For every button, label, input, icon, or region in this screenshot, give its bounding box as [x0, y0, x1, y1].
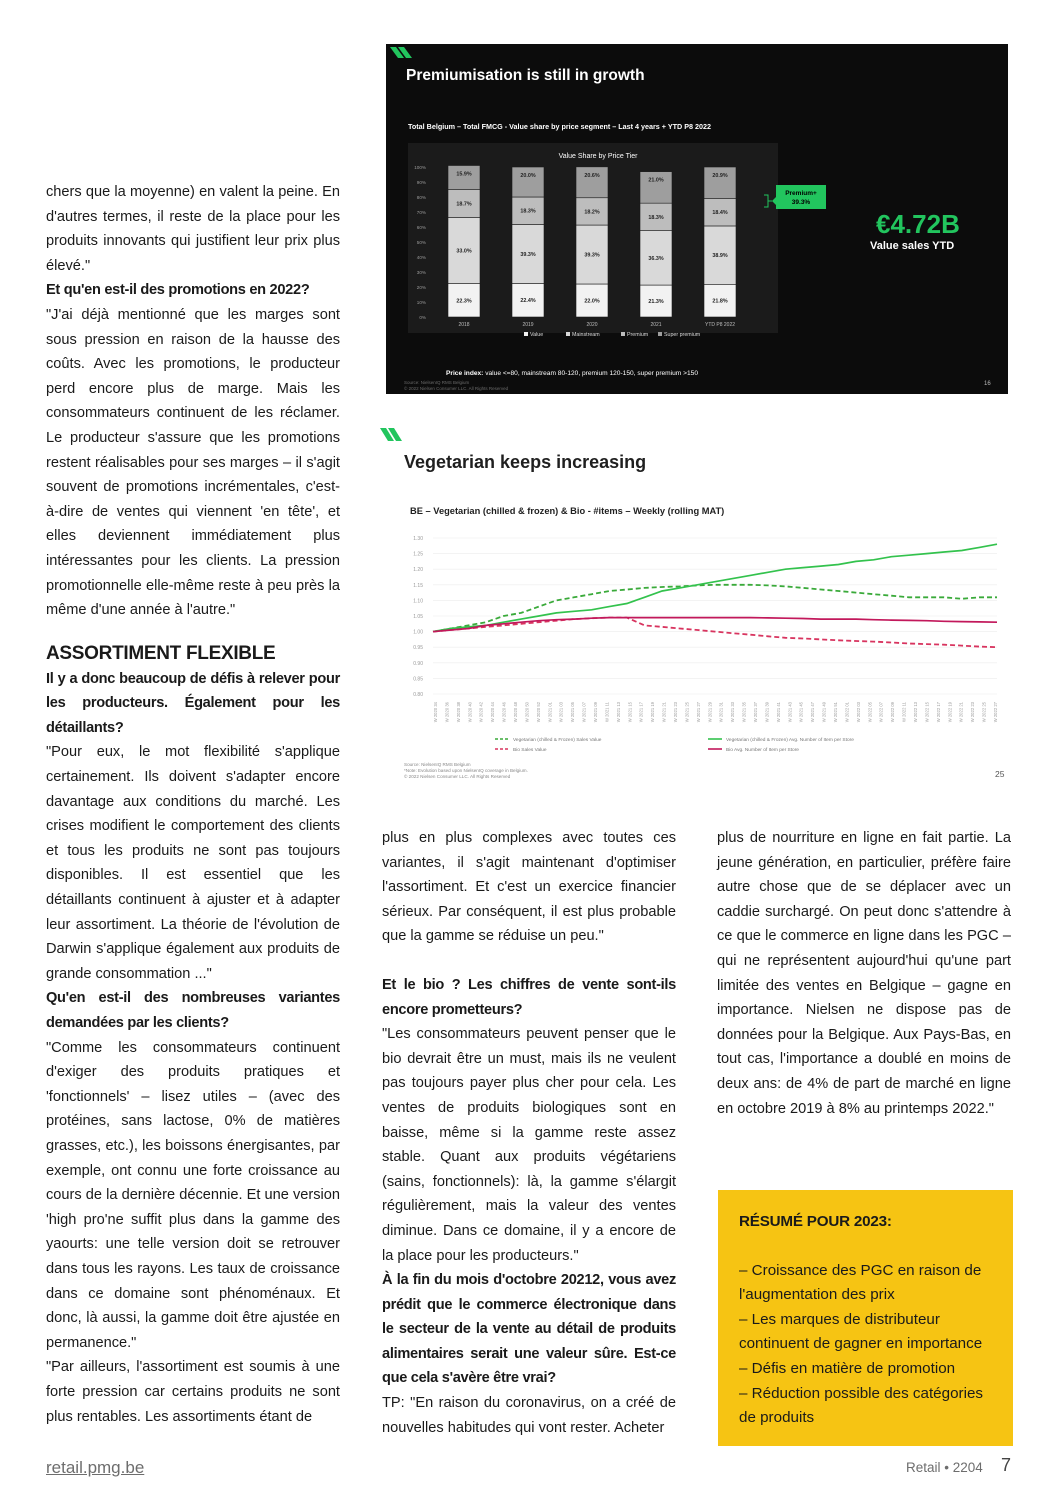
summary-item: – Défis en matière de promotion — [739, 1359, 956, 1377]
x-tick-label: W 2020 46 — [501, 702, 507, 723]
data-label: 22.3% — [456, 298, 472, 305]
x-tick-label: W 2021 35 — [741, 702, 747, 723]
legend-label: Bio Sales Value — [513, 748, 547, 753]
x-tick-label: W 2022 15 — [924, 702, 930, 723]
x-tick-label: W 2021 09 — [593, 702, 598, 723]
paragraph: "J'ai déjà mentionné que les marges sont sous pression en raison de la hausse des coûts. Avec les promotions, le producteur perd encore plus de marge. Mais les consommateurs continuent de les réclamer. Le producteur s'assure que les promotions restent réalisables pour ses marges – il s'agit souvent de promotions incrémentales, c'est-à-dire de ventes qui viennent 'en tête', et elles deviennent immédiatement plus intéressantes pour les clients. La pression promotionnelle elle-même reste à peu près la même d'une année à l'autre." — [46, 306, 340, 619]
x-tick-label: W 2020 44 — [490, 702, 496, 723]
chart1-kpi-value: €4.72B — [876, 209, 960, 239]
interview-question: Et le bio ? Les chiffres de vente sont-ils encore prometteurs? — [382, 976, 676, 1018]
x-tick-label: W 2021 05 — [570, 702, 576, 723]
x-tick-label: W 2021 51 — [833, 702, 838, 723]
data-label: 36.3% — [648, 255, 664, 262]
paragraph: chers que la moyenne) en valent la peine. En d'autres termes, il reste de la place pour les produits innovants qui justifient leur prix plus élevé." — [46, 184, 340, 274]
chart2-source: Source: NielsenIQ RMS Belgium — [404, 762, 471, 767]
x-tick-label: W 2021 29 — [707, 702, 713, 723]
x-tick-label: W 2022 09 — [890, 702, 896, 723]
x-tick-label: W 2022 01 — [844, 702, 850, 723]
chart2-copyright: © 2022 Nielsen Consumer LLC. All Rights Reserved — [404, 774, 511, 779]
y-tick-label: 70% — [416, 210, 426, 215]
summary-item: – Croissance des PGC en raison de l'augmentation des prix — [739, 1261, 982, 1304]
paragraph: plus de nourriture en ligne en fait partie. La jeune génération, en particulier, préfère faire autre chose que de se déplacer avec un caddie surchargé. On peut donc s'attendre à ce que le commerce en ligne dans les PGC – qui ne représentent aujourd'hui qu'une part limitée des ventes en Belgique – gagne en importance. Nielsen ne dispose pas de données pour la Belgique. Aux Pays-Bas, en tout cas, l'importance a doublé en moins de deux ans: de 4% de part de marché en ligne en octobre 2019 à 8% au printemps 2022." — [717, 830, 1011, 1117]
x-tick-label: YTD P8 2022 — [704, 322, 736, 328]
data-label: 22.0% — [584, 298, 600, 305]
y-tick-label: 1.25 — [413, 551, 423, 558]
chart1-inner-title: Value Share by Price Tier — [558, 153, 638, 160]
summary-item: – Réduction possible des catégories de produits — [739, 1384, 983, 1427]
x-tick-label: W 2021 49 — [821, 702, 827, 723]
y-tick-label: 20% — [416, 285, 426, 290]
vegetarian-chart — [375, 420, 1015, 795]
x-tick-label: W 2021 11 — [604, 702, 610, 722]
article-column-1 — [46, 180, 340, 1429]
x-tick-label: W 2021 15 — [627, 702, 633, 723]
chart2-note: *Note: Evolution based upon NielsenIQ coverage in Belgium. — [404, 768, 528, 773]
x-tick-label: 2018 — [458, 322, 470, 328]
legend-label: Mainstream — [572, 332, 600, 338]
interview-question: Qu'en est-il des nombreuses variantes demandées par les clients? — [46, 990, 340, 1031]
section-heading: ASSORTIMENT FLEXIBLE — [46, 642, 276, 664]
x-tick-label: W 2020 36 — [444, 702, 450, 723]
nielsen-logo-icon — [390, 47, 412, 58]
legend-label: Value — [530, 332, 544, 338]
x-tick-label: W 2022 13 — [913, 702, 918, 723]
x-tick-label: W 2020 50 — [524, 702, 530, 723]
article-column-2 — [382, 826, 676, 1440]
y-tick-label: 1.20 — [413, 567, 423, 574]
y-tick-label: 0.85 — [413, 676, 423, 683]
x-tick-label: W 2021 41 — [775, 702, 781, 723]
x-tick-label: W 2022 23 — [970, 702, 976, 723]
x-tick-label: W 2021 23 — [673, 702, 678, 723]
x-tick-label: W 2021 21 — [661, 702, 667, 723]
paragraph: "Les consommateurs peuvent penser que le bio devrait être un must, mais ils ne veulent pas toujours payer plus cher pour cela. Les ventes de produits biologiques sont en baisse, même si la gamme reste assez stable. Quant aux produits végétariens (sains, fonctionnels): là, la gamme s'élargit régulièrement, mais la valeur des ventes diminue. Dans ce domaine, il y a encore de la place pour les producteurs." — [382, 1026, 676, 1264]
premiumisation-chart-svg — [386, 44, 1008, 394]
x-tick-label: W 2021 33 — [730, 702, 736, 723]
x-tick-label: 2020 — [586, 322, 598, 328]
interview-question: Il y a donc beaucoup de défis à relever pour les producteurs. Également pour les détaillants? — [46, 670, 340, 736]
legend-label: Vegetarian (chilled & Frozen) Avg. Number of Item per Store — [726, 738, 854, 743]
x-tick-label: W 2022 07 — [878, 702, 884, 723]
y-tick-label: 50% — [416, 240, 426, 245]
chart1-price-index: Price index: value <=80, mainstream 80-120, premium 120-150, super premium >150 — [446, 370, 698, 377]
page-number: 7 — [1001, 1455, 1012, 1475]
interview-question: Et qu'en est-il des promotions en 2022? — [46, 282, 310, 299]
chart1-callout-line1: Premium+ — [785, 190, 817, 197]
x-tick-label: W 2021 17 — [638, 702, 644, 723]
data-label: 22.4% — [520, 298, 536, 305]
x-tick-label: W 2022 19 — [947, 702, 953, 723]
legend-swatch — [566, 332, 570, 336]
vegetarian-chart-svg — [375, 420, 1015, 795]
bar-segment — [704, 167, 736, 198]
chart2-title: Vegetarian keeps increasing — [404, 452, 647, 472]
data-label: 20.9% — [712, 173, 728, 179]
data-label: 15.9% — [456, 171, 472, 178]
y-tick-label: 80% — [416, 195, 426, 200]
chart1-title: Premiumisation is still in growth — [406, 67, 645, 84]
x-tick-label: W 2021 03 — [558, 702, 564, 723]
x-tick-label: W 2021 43 — [787, 702, 793, 723]
data-label: 21.8% — [712, 298, 728, 305]
paragraph: "Comme les consommateurs continuent d'exiger des produits pratiques et 'fonctionnels' – lisez utiles – (avec des protéines, sans lactose, 0% de matières grasses, etc.), les boissons énergisantes, par exemple, ont connu une forte croissance au cours de la dernière décennie. Et une version 'high pro'ne suffit plus dans la gamme des yaourts: une telle version doit se retrouver dans tous les rayons. Les taux de croissance dans ce domaine sont phénoménaux. Et donc, là aussi, la gamme doit être ajustée en permanence." — [46, 1039, 340, 1351]
legend-label: Vegetarian (chilled & Frozen) Sales Value — [513, 738, 602, 743]
legend-label: Super premium — [664, 332, 701, 338]
chart2-subtitle: BE – Vegetarian (chilled & frozen) & Bio - #items – Weekly (rolling MAT) — [410, 506, 725, 516]
data-label: 18.4% — [712, 210, 728, 217]
x-tick-label: W 2022 21 — [958, 702, 964, 723]
paragraph: "Pour eux, le mot flexibilité s'applique certainement. Ils doivent s'adapter encore davantage aux conditions du marché. Les crises modifient le comportement des clients et tous les produits ne sont pas toujours disponibles. Il est essentiel que les détaillants continuent à ajuster et à adapter leur assortiment. La théorie de l'évolution de Darwin s'applique également aux produits de grande consommation ..." — [46, 744, 340, 982]
x-tick-label: W 2020 40 — [467, 702, 473, 723]
series-line — [433, 544, 997, 631]
data-label: 18.2% — [584, 209, 600, 216]
chart2-x-axis — [433, 701, 998, 722]
data-label: 33.0% — [456, 248, 472, 255]
bar-segment — [640, 172, 672, 204]
x-tick-label: W 2020 52 — [535, 702, 541, 723]
x-tick-label: W 2022 03 — [855, 702, 861, 723]
legend-swatch — [524, 332, 528, 336]
legend-swatch — [658, 332, 662, 336]
chart1-page-number: 16 — [984, 381, 991, 387]
chart1-subtitle: Total Belgium – Total FMCG - Value share by price segment – Last 4 years + YTD P8 2022 — [408, 122, 711, 131]
x-tick-label: W 2021 45 — [798, 702, 804, 723]
x-tick-label: 2019 — [522, 322, 534, 328]
chart2-legend — [495, 737, 854, 753]
chart1-copyright: © 2022 Nielsen Consumer LLC. All Rights Reserved — [404, 386, 509, 391]
y-tick-label: 10% — [416, 300, 426, 305]
y-tick-label: 1.15 — [413, 582, 423, 589]
data-label: 18.3% — [648, 214, 664, 221]
x-tick-label: W 2020 34 — [433, 702, 438, 723]
x-tick-label: W 2021 47 — [810, 702, 816, 723]
chart1-source: Source: NielsenIQ RMS Belgium — [404, 380, 470, 385]
y-tick-label: 0.80 — [413, 692, 423, 698]
chart1-kpi-label: Value sales YTD — [870, 240, 955, 252]
data-label: 18.3% — [520, 208, 536, 215]
summary-box — [718, 1190, 1013, 1446]
data-label: 20.0% — [520, 173, 536, 179]
y-tick-label: 0.90 — [413, 660, 423, 667]
y-tick-label: 1.05 — [413, 614, 423, 620]
x-tick-label: W 2022 11 — [901, 702, 907, 722]
x-tick-label: W 2021 37 — [753, 702, 758, 723]
x-tick-label: W 2022 27 — [993, 702, 998, 723]
footer-site-link[interactable]: retail.pmg.be — [46, 1458, 145, 1477]
x-tick-label: W 2020 42 — [478, 702, 484, 723]
x-tick-label: W 2021 07 — [581, 702, 587, 723]
premiumisation-chart — [386, 44, 1008, 394]
legend-swatch — [621, 332, 625, 336]
y-tick-label: 1.10 — [413, 598, 423, 605]
x-tick-label: W 2022 05 — [867, 702, 873, 723]
paragraph: TP: "En raison du coronavirus, on a créé de nouvelles habitudes qui vont rester. Acheter — [382, 1395, 676, 1436]
footer-issue: Retail • 2204 — [906, 1460, 983, 1475]
y-tick-label: 40% — [416, 255, 426, 260]
y-tick-label: 0% — [419, 315, 426, 320]
chart1-callout-line2: 39.3% — [791, 199, 811, 206]
x-tick-label: 2021 — [650, 322, 662, 328]
x-tick-label: W 2021 13 — [615, 702, 621, 723]
data-label: 21.0% — [648, 177, 664, 184]
legend-label: Bio Avg. Number of Item per Store — [726, 748, 799, 753]
interview-question: À la fin du mois d'octobre 20212, vous avez prédit que le commerce électronique dans le secteur de la vente au détail de produits alimentaires serait une valeur sûre. Est-ce que cela s'avère être vrai? — [382, 1272, 676, 1387]
data-label: 21.3% — [648, 299, 664, 306]
y-tick-label: 0.95 — [413, 645, 423, 652]
bar-segment — [576, 167, 608, 198]
x-tick-label: W 2021 25 — [684, 702, 690, 723]
article-column-3 — [717, 826, 1011, 1121]
x-tick-label: W 2021 39 — [764, 702, 770, 723]
x-tick-label: W 2021 01 — [547, 702, 553, 723]
x-tick-label: W 2021 27 — [695, 702, 701, 723]
paragraph: plus en plus complexes avec toutes ces variantes, il s'agit maintenant d'optimiser l'assortiment. Et c'est un exercice financier sérieux. Par conséquent, il est plus probable que la gamme se réduise un peu." — [382, 830, 676, 945]
chart2-page-number: 25 — [995, 769, 1005, 779]
x-tick-label: W 2020 48 — [513, 702, 518, 723]
summary-item: – Les marques de distributeur continuent de gagner en importance — [739, 1310, 983, 1353]
legend-label: Premium — [627, 332, 649, 338]
y-tick-label: 30% — [416, 270, 426, 275]
x-tick-label: W 2021 31 — [718, 702, 724, 723]
chart2-grid — [433, 538, 997, 694]
nielsen-logo-icon — [380, 428, 402, 441]
chart2-y-axis — [413, 536, 423, 698]
paragraph: "Par ailleurs, l'assortiment est soumis à une forte pression car certains produits ne sont plus rentables. Les assortiments étant de — [46, 1359, 340, 1425]
x-tick-label: W 2022 17 — [935, 702, 941, 723]
x-tick-label: W 2021 19 — [650, 702, 656, 723]
summary-title: RÉSUMÉ POUR 2023: — [739, 1213, 892, 1230]
y-tick-label: 1.30 — [413, 536, 423, 542]
x-tick-label: W 2020 38 — [455, 702, 461, 723]
data-label: 18.7% — [456, 201, 472, 208]
data-label: 39.3% — [520, 251, 536, 258]
y-tick-label: 100% — [414, 165, 426, 170]
y-tick-label: 1.00 — [413, 629, 423, 636]
x-tick-label: W 2022 25 — [981, 702, 987, 723]
y-tick-label: 90% — [416, 180, 426, 185]
data-label: 38.9% — [712, 253, 728, 260]
data-label: 20.6% — [584, 172, 600, 179]
y-tick-label: 60% — [416, 225, 426, 230]
data-label: 39.3% — [584, 252, 600, 259]
bar-segment — [512, 167, 544, 197]
